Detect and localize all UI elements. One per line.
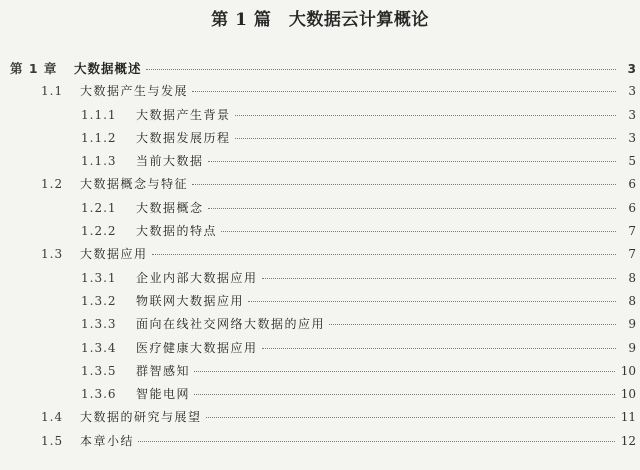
- toc-entry-section-1-3-3[interactable]: [0, 315, 640, 338]
- dot-leader: [152, 254, 616, 255]
- toc-entry-section-1-3-1[interactable]: [0, 269, 640, 292]
- toc-entry-number: 1.1.3: [81, 154, 117, 169]
- dot-leader: [235, 138, 616, 139]
- toc-entry-number: 1.2: [41, 177, 64, 192]
- toc-entry-section-1-2-2[interactable]: [0, 222, 640, 245]
- toc-entry-number: 1.3.5: [81, 363, 117, 378]
- dot-leader: [208, 208, 616, 209]
- toc-entry-label: 大数据概念与特征: [80, 177, 189, 192]
- toc-entry-section-1-3-4[interactable]: [0, 339, 640, 362]
- dot-leader: [329, 324, 616, 325]
- toc-entry-label: 大数据产生背景: [136, 107, 231, 122]
- toc-entry-label: 大数据产生与发展: [80, 84, 189, 99]
- toc-entry-number: 1.3.2: [81, 293, 117, 308]
- toc-entry-label: 智能电网: [136, 387, 191, 402]
- toc-entry-label: 本章小结: [80, 433, 135, 448]
- toc-entry-label: 大数据的特点: [136, 224, 218, 239]
- toc-entry-page: 10: [620, 363, 636, 378]
- toc-entry-page: 3: [628, 130, 636, 145]
- toc-entry-section-1-1-2[interactable]: [0, 129, 640, 152]
- part-title: 第 1 篇 大数据云计算概论: [211, 10, 429, 30]
- dot-leader: [262, 348, 616, 349]
- toc-entry-number: 1.3.4: [81, 340, 117, 355]
- toc-entry-page: 11: [620, 410, 636, 425]
- toc-entry-page: 6: [628, 177, 636, 192]
- table-of-contents: [0, 59, 640, 455]
- toc-entry-number: 1.3.1: [81, 270, 117, 285]
- dot-leader: [194, 371, 615, 372]
- toc-entry-number: 1.3: [41, 247, 64, 262]
- dot-leader: [208, 161, 616, 162]
- toc-entry-label: 面向在线社交网络大数据的应用: [136, 317, 326, 332]
- dot-leader: [206, 417, 615, 418]
- toc-entry-page: 8: [628, 293, 636, 308]
- toc-entry-number: 1.5: [41, 433, 64, 448]
- toc-entry-page: 3: [628, 107, 636, 122]
- toc-entry-page: 10: [620, 387, 636, 402]
- toc-entry-label: 大数据发展历程: [136, 130, 231, 145]
- toc-entry-page: 6: [628, 200, 636, 215]
- toc-entry-section-1-1[interactable]: [0, 82, 640, 105]
- toc-entry-label: 群智感知: [136, 363, 191, 378]
- toc-entry-section-1-4[interactable]: [0, 408, 640, 431]
- toc-entry-page: 7: [628, 247, 636, 262]
- toc-entry-page: 7: [628, 224, 636, 239]
- toc-entry-page: 5: [628, 154, 636, 169]
- toc-entry-number: 1.1: [41, 84, 64, 99]
- toc-entry-section-1-1-3[interactable]: [0, 152, 640, 175]
- dot-leader: [235, 115, 616, 116]
- toc-entry-label: 企业内部大数据应用: [136, 270, 258, 285]
- toc-entry-page: 12: [620, 433, 636, 448]
- toc-entry-section-1-1-1[interactable]: [0, 106, 640, 129]
- toc-entry-label: 大数据概述: [74, 61, 142, 76]
- toc-entry-label: 医疗健康大数据应用: [136, 340, 258, 355]
- toc-entry-section-1-2[interactable]: [0, 175, 640, 198]
- dot-leader: [192, 184, 616, 185]
- dot-leader: [221, 231, 616, 232]
- dot-leader: [248, 301, 616, 302]
- toc-entry-section-1-2-1[interactable]: [0, 199, 640, 222]
- toc-entry-chapter-1[interactable]: [0, 59, 640, 82]
- toc-entry-number: 1.2.1: [81, 200, 117, 215]
- toc-entry-page: 9: [628, 317, 636, 332]
- dot-leader: [138, 441, 615, 442]
- toc-entry-number: 1.3.3: [81, 317, 117, 332]
- toc-entry-page: 3: [628, 84, 636, 99]
- toc-entry-section-1-3-2[interactable]: [0, 292, 640, 315]
- toc-entry-section-1-5[interactable]: [0, 432, 640, 455]
- toc-entry-number: 1.2.2: [81, 224, 117, 239]
- toc-entry-section-1-3[interactable]: [0, 245, 640, 268]
- toc-entry-section-1-3-5[interactable]: [0, 362, 640, 385]
- toc-entry-number: 第 1 章: [10, 61, 58, 76]
- toc-entry-label: 大数据的研究与展望: [80, 410, 202, 425]
- dot-leader: [262, 278, 616, 279]
- dot-leader: [146, 69, 616, 70]
- dot-leader: [192, 91, 616, 92]
- toc-entry-number: 1.4: [41, 410, 64, 425]
- toc-entry-section-1-3-6[interactable]: [0, 385, 640, 408]
- toc-entry-label: 当前大数据: [136, 154, 204, 169]
- toc-entry-label: 大数据概念: [136, 200, 204, 215]
- toc-entry-label: 物联网大数据应用: [136, 293, 245, 308]
- dot-leader: [194, 394, 615, 395]
- toc-entry-number: 1.1.1: [81, 107, 117, 122]
- toc-entry-label: 大数据应用: [80, 247, 148, 262]
- toc-entry-page: 8: [628, 270, 636, 285]
- toc-entry-number: 1.1.2: [81, 130, 117, 145]
- toc-entry-page: 3: [627, 62, 636, 76]
- toc-entry-number: 1.3.6: [81, 387, 117, 402]
- toc-entry-page: 9: [628, 340, 636, 355]
